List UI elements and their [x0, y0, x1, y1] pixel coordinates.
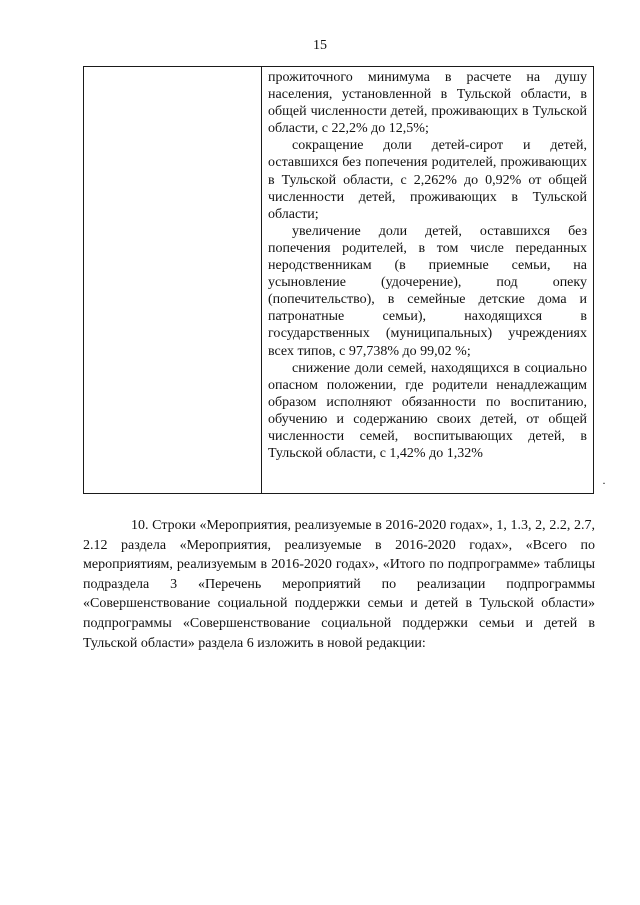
document-table	[83, 66, 594, 494]
table-paragraph: увеличение доли детей, оставшихся без попечения родителей, в том числе переданных неродственникам (в приемные семьи, на усыновление (удочерение), под опеку (попечительство), в семейные детские дома и патронатные семьи), находящихся в государственных (муниципальных) учреждениях всех типов, с 97,738% до 99,02 %;	[268, 223, 587, 359]
table-cell-right	[262, 67, 594, 494]
table-paragraph: сокращение доли детей-сирот и детей, оставшихся без попечения родителей, проживающих в Тульской области, с 2,262% до 0,92% от общей численности детей, проживающих в Тульской области;	[268, 138, 587, 222]
table-row	[84, 67, 594, 494]
table-paragraph: прожиточного минимума в расчете на душу населения, установленной в Тульской области, в общей численности детей, проживающих в Тульской области, с 22,2% до 12,5%;	[268, 70, 587, 137]
page-number: 15	[313, 38, 327, 53]
body-paragraph: 10. Строки «Мероприятия, реализуемые в 2016-2020 годах», 1, 1.3, 2, 2.2, 2.7, 2.12 раздела «Мероприятия, реализуемые в 2016-2020 годах», «Всего по мероприятиям, реализуемым в 2016-2020 годах», «Итого по подпрограмме» таблицы подраздела 3 «Перечень мероприятий по реализации подпрограммы «Совершенствование социальной поддержки семьи и детей в Тульской области» подпрограммы «Совершенствование социальной поддержки семьи и детей в Тульской области» раздела 6 изложить в новой редакции:	[83, 518, 595, 651]
margin-mark: ·	[602, 476, 606, 490]
table-cell-left	[84, 67, 262, 494]
table-paragraph: снижение доли семей, находящихся в социально опасном положении, где родители ненадлежащим образом исполняют обязанности по воспитанию, обучению и содержанию своих детей, от общей численности семей, воспитывающих детей, в Тульской области, с 1,42% до 1,32%	[268, 360, 587, 462]
